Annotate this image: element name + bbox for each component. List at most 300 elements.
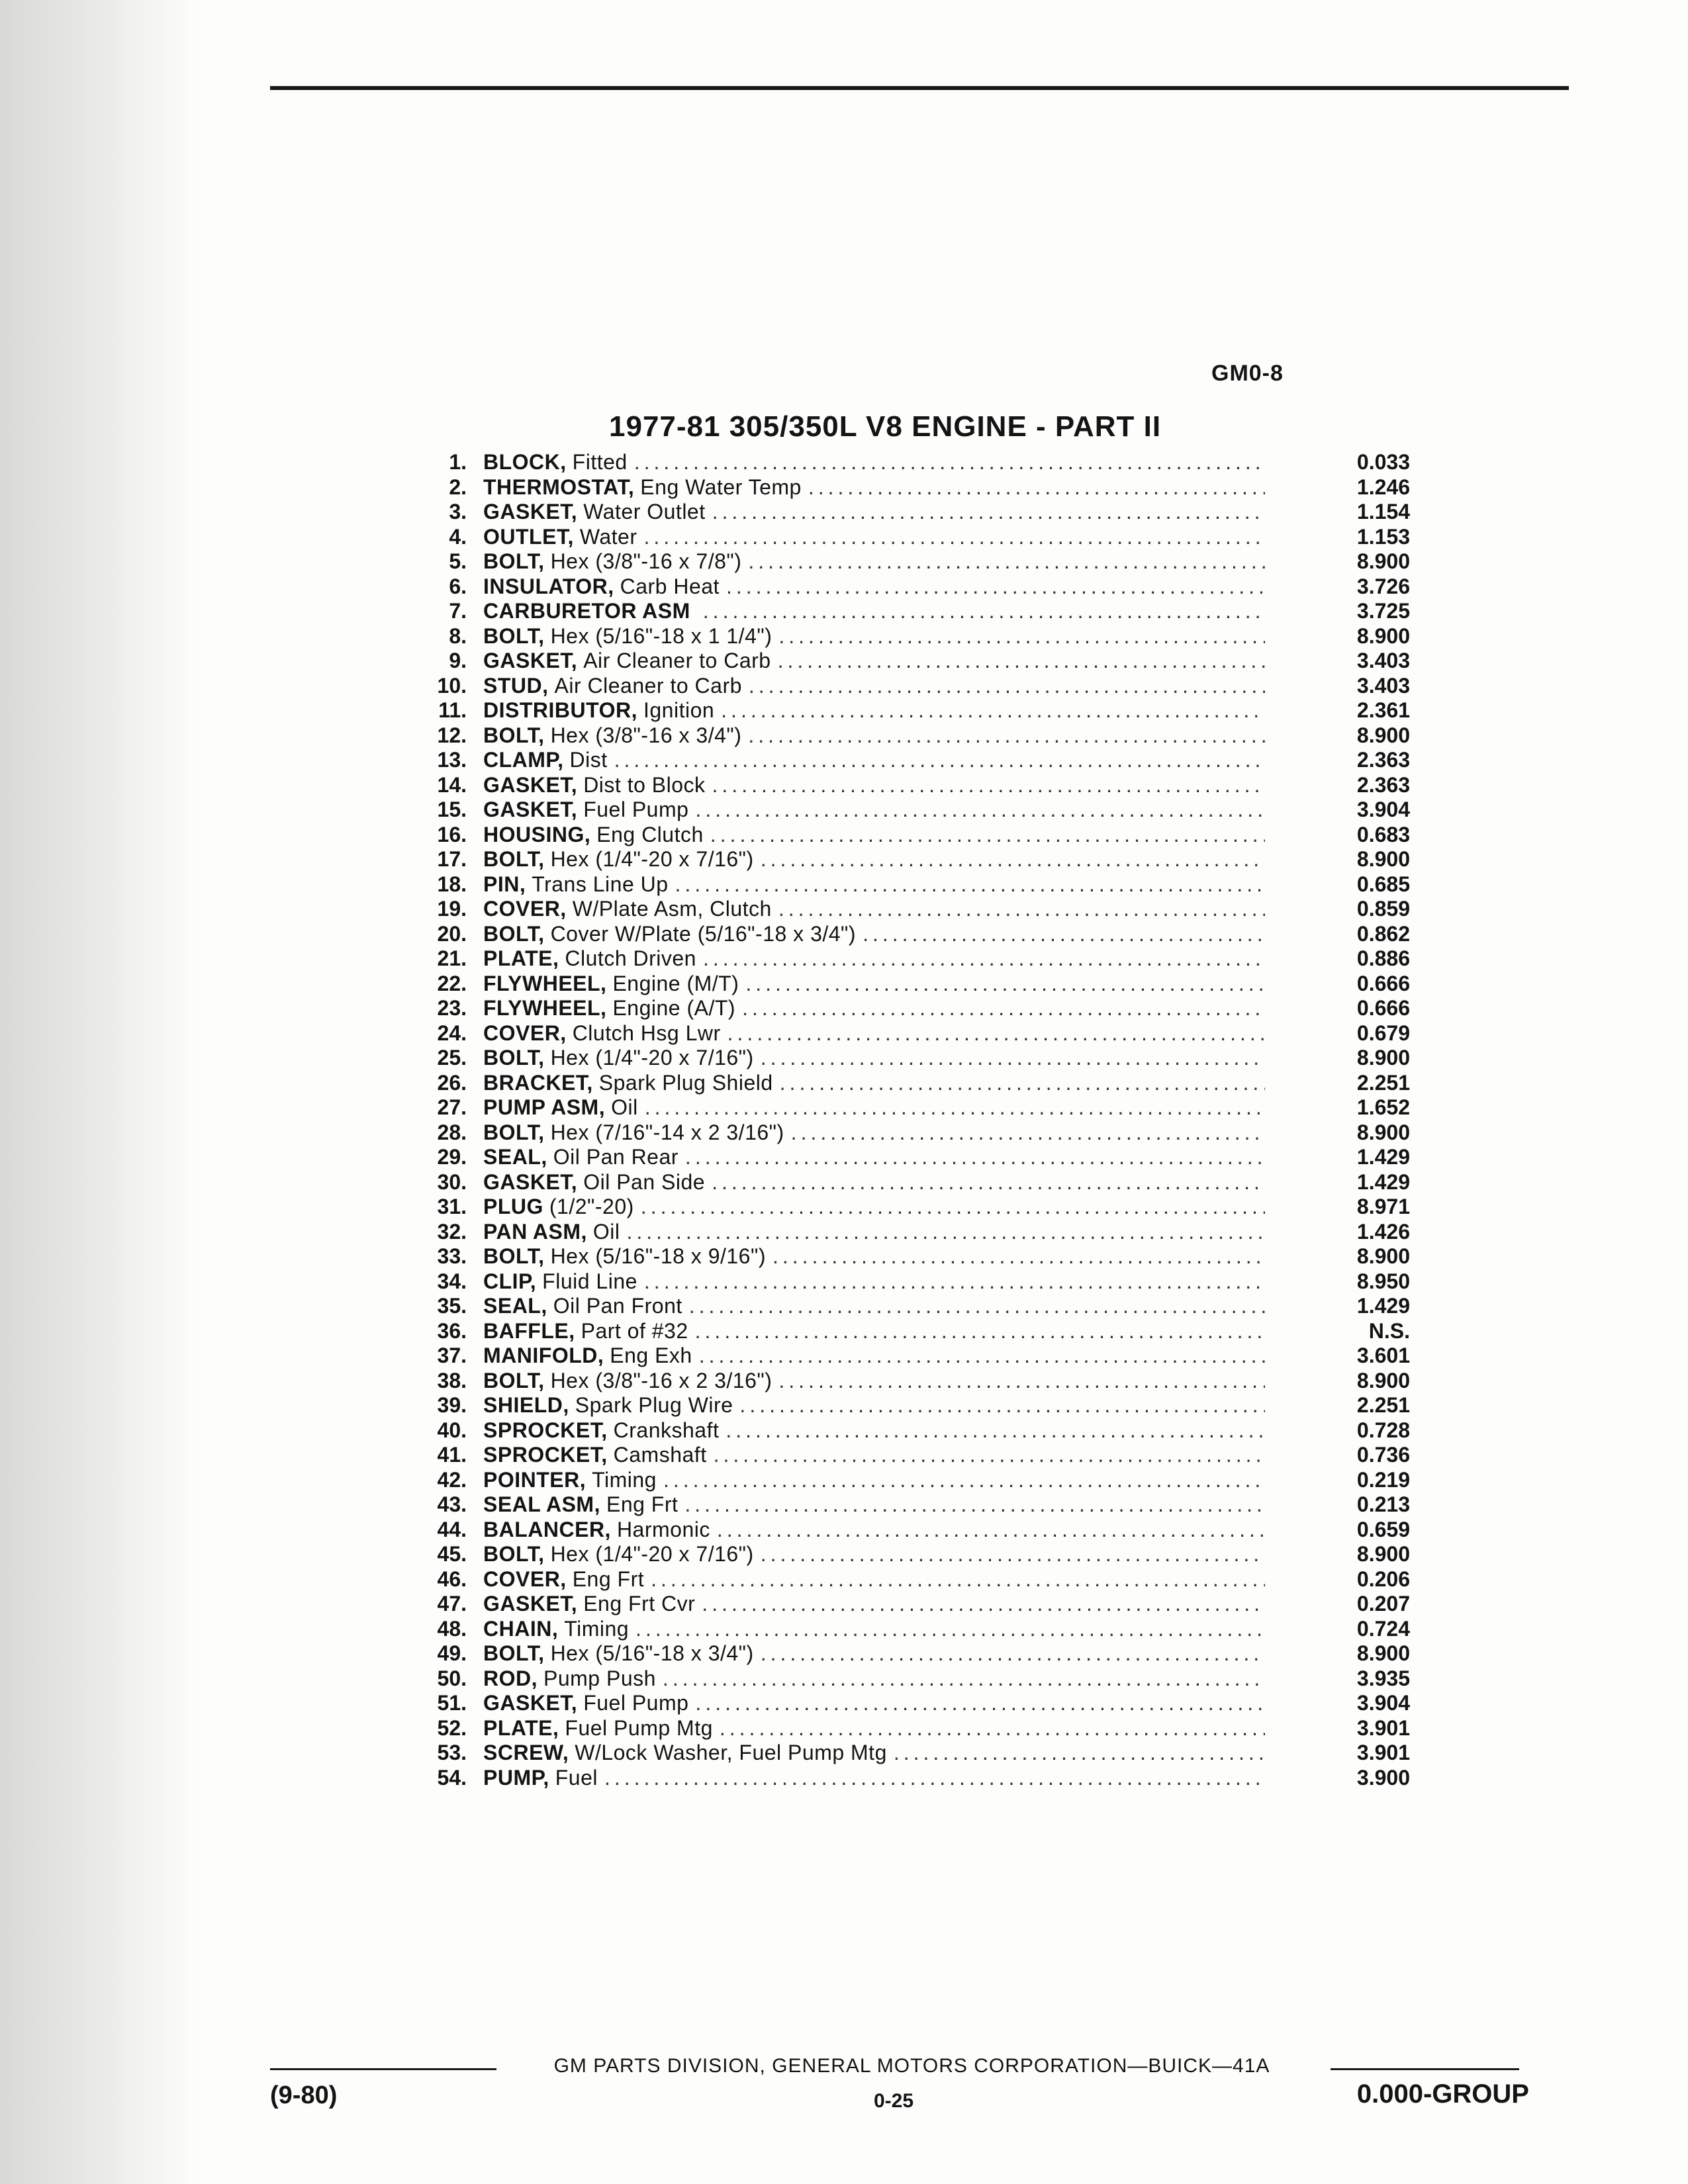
part-name: CLIP, [483,1269,537,1293]
part-name: THERMOSTAT, [483,475,635,499]
part-row [410,1691,1410,1716]
part-description: Carb Heat [620,574,720,598]
part-name: PLATE, [483,1715,559,1740]
part-description: Air Cleaner to Carb [554,673,742,698]
part-name: BOLT, [483,549,545,573]
part-number: 16. [437,822,467,846]
part-number: 41. [437,1443,467,1467]
part-name: ROD, [483,1666,538,1690]
part-name: DISTRIBUTOR, [483,698,637,722]
part-number: 1. [449,450,467,474]
part-group-code: 8.900 [1356,723,1410,747]
part-group-code: 0.886 [1356,946,1410,970]
part-number: 31. [437,1195,467,1218]
part-group-code: 2.363 [1356,772,1410,797]
dot-leader [748,549,1265,574]
dot-leader [604,1766,1265,1791]
part-group-code: 2.251 [1356,1393,1410,1417]
part-row [410,823,1410,848]
dot-leader [761,1046,1265,1071]
part-name: GASKET, [483,797,578,821]
part-description: Oil Pan Rear [553,1145,679,1169]
part-number: 43. [437,1492,467,1516]
part-name: BOLT, [483,1120,545,1144]
part-row [410,996,1410,1021]
part-row [410,1071,1410,1096]
part-description: Hex (5/16"-18 x 1 1/4") [550,623,773,648]
part-row [410,748,1410,773]
part-row [410,1716,1410,1741]
part-number: 37. [437,1343,467,1367]
part-group-code: 8.971 [1356,1195,1410,1218]
dot-leader [714,1443,1265,1468]
part-number: 21. [437,946,467,970]
dot-leader [643,525,1265,550]
part-description: Timing [592,1467,657,1492]
part-number: 20. [437,921,467,946]
part-number: 19. [437,897,467,921]
part-group-code: 0.736 [1356,1443,1410,1467]
part-name: GASKET, [483,649,578,672]
part-group-code: 8.900 [1356,1542,1410,1566]
part-row [410,1170,1410,1195]
page-number: 0-25 [873,2090,914,2112]
part-row [410,1542,1410,1567]
scan-shadow [0,0,199,2184]
part-number: 14. [437,772,467,797]
part-name: PUMP, [483,1765,549,1790]
part-number: 17. [437,847,467,871]
part-name: SPROCKET, [483,1443,608,1467]
part-number: 9. [449,649,467,672]
part-name: SEAL, [483,1294,547,1318]
part-group-code: 0.219 [1356,1467,1410,1492]
part-number: 18. [437,872,467,896]
footer-rule-right [1331,2068,1519,2070]
part-number: 28. [437,1120,467,1144]
part-group-code: 2.251 [1356,1070,1410,1095]
dot-leader [863,922,1265,947]
part-row [410,1195,1410,1220]
part-group-code: 0.213 [1356,1492,1410,1516]
part-name: SCREW, [483,1741,569,1764]
part-name: SEAL, [483,1145,547,1169]
part-number: 52. [437,1715,467,1740]
part-row [410,946,1410,972]
part-description: (1/2"-20) [549,1195,634,1218]
dot-leader [651,1567,1265,1592]
part-name: BOLT, [483,623,545,648]
part-number: 44. [437,1517,467,1541]
part-name: PIN, [483,872,526,896]
part-name: CLAMP, [483,748,564,772]
dot-leader [778,1369,1265,1394]
part-description: Hex (3/8"-16 x 2 3/16") [550,1368,773,1392]
part-group-code: 3.403 [1356,649,1410,672]
part-group-code: 8.900 [1356,1368,1410,1392]
part-row [410,1617,1410,1642]
dot-leader [710,823,1265,848]
dot-leader [778,624,1265,649]
part-number: 51. [437,1691,467,1715]
part-group-code: 0.679 [1356,1021,1410,1045]
dot-leader [761,847,1265,872]
part-row [410,1294,1410,1319]
footer-rule-left [270,2068,496,2070]
part-row [410,1766,1410,1791]
part-description: Eng Water Temp [640,475,802,499]
part-row [410,1641,1410,1666]
dot-leader [721,698,1265,723]
part-group-code: 3.725 [1356,599,1410,623]
part-number: 3. [449,500,467,523]
part-group-code: 1.429 [1356,1169,1410,1194]
part-name: BOLT, [483,1368,545,1392]
part-row [410,698,1410,723]
parts-list [410,450,1410,1790]
part-row [410,549,1410,574]
part-name: FLYWHEEL, [483,971,607,995]
part-description: Hex (3/8"-16 x 3/4") [550,723,742,747]
part-description: Oil Pan Side [583,1169,706,1194]
dot-leader [712,1170,1265,1195]
dot-leader [695,1691,1265,1716]
dot-leader [791,1120,1265,1146]
part-name: COVER, [483,1021,567,1045]
part-name: BOLT, [483,1641,545,1665]
part-number: 7. [449,599,467,623]
part-group-code: 0.862 [1356,921,1410,946]
part-group-code: 2.361 [1356,698,1410,722]
part-number: 15. [437,797,467,821]
dot-leader [675,872,1265,897]
dot-leader [742,996,1265,1021]
part-group-code: 3.904 [1356,1691,1410,1715]
part-row [410,1021,1410,1046]
part-number: 39. [437,1393,467,1417]
part-description: Oil [592,1219,620,1244]
part-name: GASKET, [483,1169,578,1194]
part-group-code: 8.900 [1356,847,1410,871]
part-name: BALANCER, [483,1517,611,1541]
part-number: 50. [437,1666,467,1690]
dot-leader [703,946,1265,972]
part-name: FLYWHEEL, [483,996,607,1020]
dot-leader [726,1418,1265,1443]
part-description: Oil [611,1095,638,1119]
part-number: 12. [437,723,467,747]
part-description: Hex (7/16"-14 x 2 3/16") [550,1120,784,1144]
part-name: MANIFOLD, [483,1343,604,1367]
part-group-code: 1.154 [1356,500,1410,523]
part-number: 27. [437,1095,467,1119]
part-description: Eng Frt [606,1492,679,1516]
part-number: 40. [437,1418,467,1442]
part-description: Water Outlet [583,500,706,523]
part-group-code: 8.900 [1356,1641,1410,1665]
part-description: Hex (5/16"-18 x 3/4") [550,1641,754,1665]
part-number: 13. [437,748,467,772]
part-row [410,500,1410,525]
part-group-code: 0.207 [1356,1592,1410,1615]
part-number: 36. [437,1318,467,1343]
part-number: 25. [437,1046,467,1069]
part-description: Dist [569,748,608,772]
part-name: BLOCK, [483,450,567,474]
part-row [410,1741,1410,1766]
part-description: Spark Plug Shield [598,1070,773,1095]
part-row [410,897,1410,922]
part-description: Ignition [643,698,715,722]
part-row [410,1418,1410,1443]
dot-leader [726,574,1265,600]
part-name: BOLT, [483,921,545,946]
part-description: Hex (1/4"-20 x 7/16") [550,847,754,871]
dot-leader [720,1716,1265,1741]
dot-leader [712,500,1265,525]
part-description: Fuel Pump [583,797,689,821]
part-group-code: 0.666 [1356,996,1410,1020]
part-group-code: 1.429 [1356,1294,1410,1318]
part-name: PLATE, [483,946,559,970]
part-description: Fluid Line [542,1269,637,1293]
dot-leader [702,1592,1265,1617]
part-group-code: 3.935 [1356,1666,1410,1690]
part-name: CHAIN, [483,1616,559,1641]
dot-leader [778,649,1265,674]
dot-leader [748,723,1265,749]
part-row [410,773,1410,798]
part-description: Hex (1/4"-20 x 7/16") [550,1046,754,1069]
part-row [410,1468,1410,1493]
part-number: 54. [437,1765,467,1790]
part-name: BRACKET, [483,1070,593,1095]
part-row [410,450,1410,475]
part-number: 4. [449,524,467,549]
part-row [410,1393,1410,1418]
part-name: SEAL ASM, [483,1492,600,1516]
part-row [410,1120,1410,1146]
dot-leader [780,1071,1265,1096]
part-group-code: 3.900 [1356,1765,1410,1790]
part-name: GASKET, [483,1691,578,1715]
part-name: GASKET, [483,500,578,523]
part-row [410,1319,1410,1344]
part-number: 35. [437,1294,467,1318]
part-row [410,847,1410,872]
dot-leader [634,450,1265,475]
part-group-code: 2.363 [1356,748,1410,772]
part-description: Pump Push [543,1666,656,1690]
part-description: Eng Clutch [596,822,704,846]
dot-leader [745,972,1265,997]
part-number: 33. [437,1244,467,1268]
part-description: Hex (1/4"-20 x 7/16") [550,1542,754,1566]
part-description: Water [579,524,637,549]
part-name: GASKET, [483,772,578,797]
part-row [410,599,1410,624]
part-row [410,1518,1410,1543]
dot-leader [695,797,1265,823]
dot-leader [808,475,1265,500]
dot-leader [773,1244,1265,1269]
part-row [410,1145,1410,1170]
part-group-code: 3.601 [1356,1343,1410,1367]
dot-leader [645,1095,1265,1120]
part-name: SPROCKET, [483,1418,608,1442]
footer-publisher: GM PARTS DIVISION, GENERAL MOTORS CORPORATION—BUICK—41A [553,2055,1270,2077]
part-group-code: 0.685 [1356,872,1410,896]
part-group-code: 8.900 [1356,1244,1410,1268]
part-row [410,872,1410,897]
part-number: 48. [437,1616,467,1641]
part-group-code: 8.900 [1356,1120,1410,1144]
part-row [410,574,1410,600]
part-description: Camshaft [613,1443,707,1467]
part-number: 22. [437,971,467,995]
dot-leader [778,897,1265,922]
part-name: INSULATOR, [483,574,614,598]
part-group-code: 1.246 [1356,475,1410,499]
part-number: 47. [437,1592,467,1615]
part-group-code: 0.728 [1356,1418,1410,1442]
part-row [410,624,1410,649]
part-row [410,475,1410,500]
part-name: GASKET, [483,1592,578,1615]
part-description: Cover W/Plate (5/16"-18 x 3/4") [550,921,857,946]
part-name: BOLT, [483,1244,545,1268]
part-number: 10. [437,673,467,698]
part-group-code: 8.950 [1356,1269,1410,1293]
part-description: Crankshaft [613,1418,720,1442]
part-row [410,649,1410,674]
part-group-code: N.S. [1368,1318,1410,1343]
part-name: SHIELD, [483,1393,569,1417]
part-description: Air Cleaner to Carb [583,649,771,672]
dot-leader [627,1220,1266,1245]
part-description: Spark Plug Wire [575,1393,733,1417]
dot-leader [717,1518,1265,1543]
part-row [410,1369,1410,1394]
part-description: Trans Line Up [532,872,669,896]
part-row [410,1095,1410,1120]
part-number: 32. [437,1219,467,1244]
part-name: BOLT, [483,723,545,747]
part-number: 30. [437,1169,467,1194]
part-row [410,723,1410,749]
dot-leader [703,599,1265,624]
part-number: 6. [449,574,467,598]
part-number: 26. [437,1070,467,1095]
part-group-code: 0.033 [1356,450,1410,474]
part-number: 23. [437,996,467,1020]
dot-leader [761,1641,1265,1666]
dot-leader [739,1393,1265,1418]
part-number: 2. [449,475,467,499]
part-number: 5. [449,549,467,573]
part-name: POINTER, [483,1467,586,1492]
part-description: Clutch Hsg Lwr [572,1021,721,1045]
part-row [410,1666,1410,1692]
part-description: Dist to Block [583,772,706,797]
dot-leader [685,1145,1265,1170]
dot-leader [712,773,1265,798]
part-row [410,1443,1410,1468]
part-description: Part of #32 [581,1318,688,1343]
part-description: Fuel Pump [583,1691,689,1715]
part-description: Fuel [555,1765,598,1790]
part-name: COVER, [483,1567,567,1591]
part-name: BOLT, [483,1046,545,1069]
part-group-code: 8.900 [1356,549,1410,573]
part-group-code: 0.859 [1356,897,1410,921]
part-name: PLUG [483,1195,543,1218]
part-group-code: 0.683 [1356,822,1410,846]
dot-leader [749,674,1265,699]
part-group-code: 1.652 [1356,1095,1410,1119]
part-group-code: 1.426 [1356,1219,1410,1244]
part-description: Timing [564,1616,630,1641]
dot-leader [641,1195,1265,1220]
part-description: Fuel Pump Mtg [565,1715,713,1740]
part-row [410,1244,1410,1269]
part-description: Engine (A/T) [612,996,736,1020]
part-name: COVER, [483,897,567,921]
part-description: Fitted [572,450,628,474]
part-name: HOUSING, [483,822,591,846]
part-description: Hex (5/16"-18 x 9/16") [550,1244,766,1268]
part-group-code: 1.429 [1356,1145,1410,1169]
dot-leader [663,1666,1265,1692]
part-number: 34. [437,1269,467,1293]
part-row [410,674,1410,699]
part-group-code: 0.724 [1356,1616,1410,1641]
part-name: BOLT, [483,1542,545,1566]
part-name: PAN ASM, [483,1219,587,1244]
part-number: 29. [437,1145,467,1169]
dot-leader [699,1343,1265,1369]
part-row [410,1567,1410,1592]
part-group-code: 0.666 [1356,971,1410,995]
part-row [410,972,1410,997]
dot-leader [695,1319,1265,1344]
part-number: 46. [437,1567,467,1591]
part-group-code: 3.726 [1356,574,1410,598]
dot-leader [644,1269,1265,1295]
dot-leader [684,1492,1265,1518]
part-row [410,922,1410,947]
part-description: Hex (3/8"-16 x 7/8") [550,549,742,573]
part-group-code: 0.206 [1356,1567,1410,1591]
part-group-code: 3.904 [1356,797,1410,821]
part-group-code: 8.900 [1356,623,1410,648]
part-description: W/Plate Asm, Clutch [572,897,772,921]
part-number: 11. [438,698,467,722]
part-name: OUTLET, [483,524,574,549]
part-name: BAFFLE, [483,1318,575,1343]
part-name: PUMP ASM, [483,1095,606,1119]
part-description: W/Lock Washer, Fuel Pump Mtg [575,1741,887,1764]
dot-leader [727,1021,1265,1046]
page-code: GM0-8 [1211,361,1284,386]
part-number: 42. [437,1467,467,1492]
dot-leader [635,1617,1265,1642]
part-row [410,1269,1410,1295]
dot-leader [761,1542,1265,1567]
part-description: Eng Frt [572,1567,645,1591]
part-group-code: 0.659 [1356,1517,1410,1541]
part-description: Clutch Driven [565,946,696,970]
